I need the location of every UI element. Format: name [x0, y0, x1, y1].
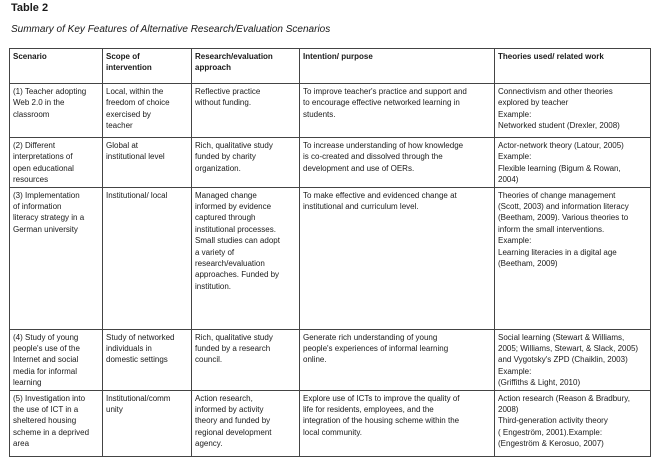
- cell-scenario: (4) Study of young people's use of the Internet and social media for informal learning: [10, 329, 103, 390]
- cell-scenario: (2) Different interpretations of open educational resources: [10, 138, 103, 188]
- cell-scope: Institutional/comm unity: [103, 390, 192, 456]
- cell-approach: Managed change informed by evidence captured through institutional processes. Small studies can adopt a variety of research/evaluation approaches. Funded by institution.: [192, 187, 300, 329]
- cell-theories: Social learning (Stewart & Williams, 2005; Williams, Stewart, & Slack, 2005) and Vygotsky's ZPD (Chaiklin, 2003) Example: (Griffiths & Light, 2010): [495, 329, 651, 390]
- table-row: [10, 138, 651, 188]
- table-row: [10, 329, 651, 390]
- cell-theories: Connectivism and other theories explored by teacher Example: Networked student (Drexler, 2008): [495, 84, 651, 138]
- cell-approach: Action research, informed by activity theory and funded by regional development agency.: [192, 390, 300, 456]
- table-label: Table 2: [11, 2, 49, 14]
- cell-intention: Explore use of ICTs to improve the quality of life for residents, employees, and the integration of the housing scheme within the local community.: [300, 390, 495, 456]
- table-row: [10, 187, 651, 329]
- header-theories: Theories used/ related work: [495, 49, 651, 84]
- cell-approach: Rich, qualitative study funded by a research council.: [192, 329, 300, 390]
- cell-theories: Theories of change management (Scott, 2003) and information literacy (Beetham, 2009). Various theories to inform the small interventions. Example: Learning literacies in a digital age (Beetham, 2009): [495, 187, 651, 329]
- cell-theories: Action research (Reason & Bradbury, 2008) Third-generation activity theory ( Engeström, 2001).Example: (Engeström & Kerosuo, 2007): [495, 390, 651, 456]
- table-caption: Summary of Key Features of Alternative Research/Evaluation Scenarios: [11, 24, 331, 35]
- header-row: [10, 49, 651, 84]
- cell-scenario: (1) Teacher adopting Web 2.0 in the classroom: [10, 84, 103, 138]
- cell-approach: Rich, qualitative study funded by charity organization.: [192, 138, 300, 188]
- table-row: [10, 84, 651, 138]
- cell-intention: To make effective and evidenced change at institutional and curriculum level.: [300, 187, 495, 329]
- cell-intention: To increase understanding of how knowledge is co-created and dissolved through the development and use of OERs.: [300, 138, 495, 188]
- table-row: [10, 390, 651, 456]
- cell-scenario: (5) Investigation into the use of ICT in a sheltered housing scheme in a deprived area: [10, 390, 103, 456]
- cell-scope: Local, within the freedom of choice exercised by teacher: [103, 84, 192, 138]
- cell-intention: Generate rich understanding of young people's experiences of informal learning online.: [300, 329, 495, 390]
- cell-intention: To improve teacher's practice and support and to encourage effective networked learning in students.: [300, 84, 495, 138]
- cell-scenario: (3) Implementation of information literacy strategy in a German university: [10, 187, 103, 329]
- cell-scope: Institutional/ local: [103, 187, 192, 329]
- header-scenario: Scenario: [10, 49, 103, 84]
- header-approach: Research/evaluation approach: [192, 49, 300, 84]
- cell-theories: Actor-network theory (Latour, 2005) Example: Flexible learning (Bigum & Rowan, 2004): [495, 138, 651, 188]
- header-scope: Scope of intervention: [103, 49, 192, 84]
- cell-scope: Global at institutional level: [103, 138, 192, 188]
- header-intention: Intention/ purpose: [300, 49, 495, 84]
- scenarios-table: [9, 48, 651, 457]
- cell-scope: Study of networked individuals in domestic settings: [103, 329, 192, 390]
- cell-approach: Reflective practice without funding.: [192, 84, 300, 138]
